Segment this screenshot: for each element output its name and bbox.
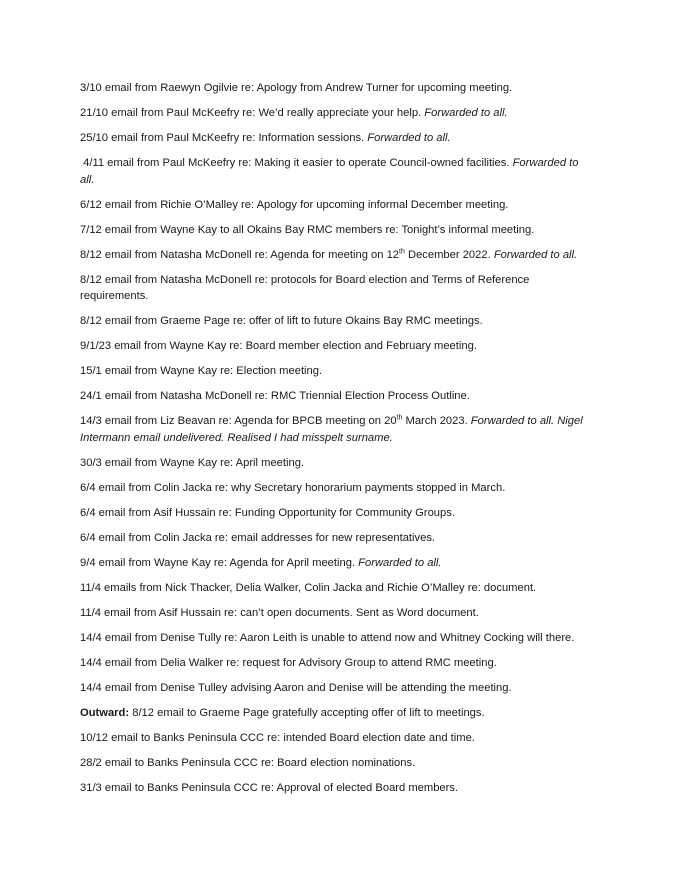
list-item: 31/3 email to Banks Peninsula CCC re: Approval of elected Board members. [80, 781, 459, 794]
list-item: 8/12 email from Natasha McDonell re: Agenda for meeting on 12th December 2022. Forwarded to all. [80, 247, 578, 261]
list-item: 8/12 email from Graeme Page re: offer of lift to future Okains Bay RMC meetings. [80, 315, 483, 327]
list-item: 24/1 email from Natasha McDonell re: RMC Triennial Election Process Outline. [80, 390, 470, 402]
list-item: 15/1 email from Wayne Kay re: Election meeting. [80, 365, 323, 377]
list-item: 8/12 email from Natasha McDonell re: protocols for Board election and Terms of Reference requirements. [80, 273, 530, 302]
list-item: 14/4 email from Denise Tulley advising Aaron and Denise will be attending the meeting. [80, 681, 512, 694]
list-item: 11/4 emails from Nick Thacker, Delia Walker, Colin Jacka and Richie O’Malley re: document. [80, 581, 537, 594]
list-item: 21/10 email from Paul McKeefry re: We’d really appreciate your help. Forwarded to all. [80, 107, 508, 119]
list-item: 6/4 email from Colin Jacka re: why Secretary honorarium payments stopped in March. [80, 481, 506, 494]
list-item: 28/2 email to Banks Peninsula CCC re: Board election nominations. [80, 756, 416, 769]
list-item: 14/4 email from Denise Tully re: Aaron Leith is unable to attend now and Whitney Cocking will there. [80, 631, 575, 644]
list-item: 9/1/23 email from Wayne Kay re: Board member election and February meeting. [80, 340, 477, 352]
list-item: 6/12 email from Richie O’Malley re: Apology for upcoming informal December meeting. [80, 198, 509, 211]
list-item: 9/4 email from Wayne Kay re: Agenda for April meeting. Forwarded to all. [80, 556, 442, 569]
list-item: 11/4 email from Asif Hussain re: can’t open documents. Sent as Word document. [80, 606, 479, 619]
correspondence-list [80, 80, 585, 805]
list-item: 30/3 email from Wayne Kay re: April meeting. [80, 456, 305, 469]
forward-note: Forwarded to all. Nigel Intermann email undelivered. Realised I had misspelt surname. [80, 415, 583, 444]
list-item: 4/11 email from Paul McKeefry re: Making it easier to operate Council-owned facilities. Forwarded to all. [80, 157, 579, 186]
list-item: 3/10 email from Raewyn Ogilvie re: Apology from Andrew Turner for upcoming meeting. [80, 82, 513, 94]
list-item: 14/4 email from Delia Walker re: request for Advisory Group to attend RMC meeting. [80, 656, 497, 669]
list-item: 10/12 email to Banks Peninsula CCC re: intended Board election date and time. [80, 731, 475, 744]
outward-heading-item: Outward: 8/12 email to Graeme Page gratefully accepting offer of lift to meetings. [80, 706, 485, 719]
outward-label: Outward: [80, 706, 130, 719]
list-item: 6/4 email from Asif Hussain re: Funding Opportunity for Community Groups. [80, 506, 455, 519]
list-item: 14/3 email from Liz Beavan re: Agenda for BPCB meeting on 20th March 2023. Forwarded to all. Nigel Intermann email undelivered. Realised I had misspelt surname. [80, 414, 583, 444]
forward-note: Forwarded to all. [424, 107, 508, 119]
list-item: 7/12 email from Wayne Kay to all Okains Bay RMC members re: Tonight’s informal meeting. [80, 223, 535, 236]
list-item: 6/4 email from Colin Jacka re: email addresses for new representatives. [80, 531, 436, 544]
forward-note: Forwarded to all. [367, 132, 451, 144]
forward-note: Forwarded to all. [358, 556, 442, 569]
forward-note: Forwarded to all. [80, 157, 579, 186]
forward-note: Forwarded to all. [493, 248, 578, 261]
list-item: 25/10 email from Paul McKeefry re: Information sessions. Forwarded to all. [80, 132, 451, 144]
